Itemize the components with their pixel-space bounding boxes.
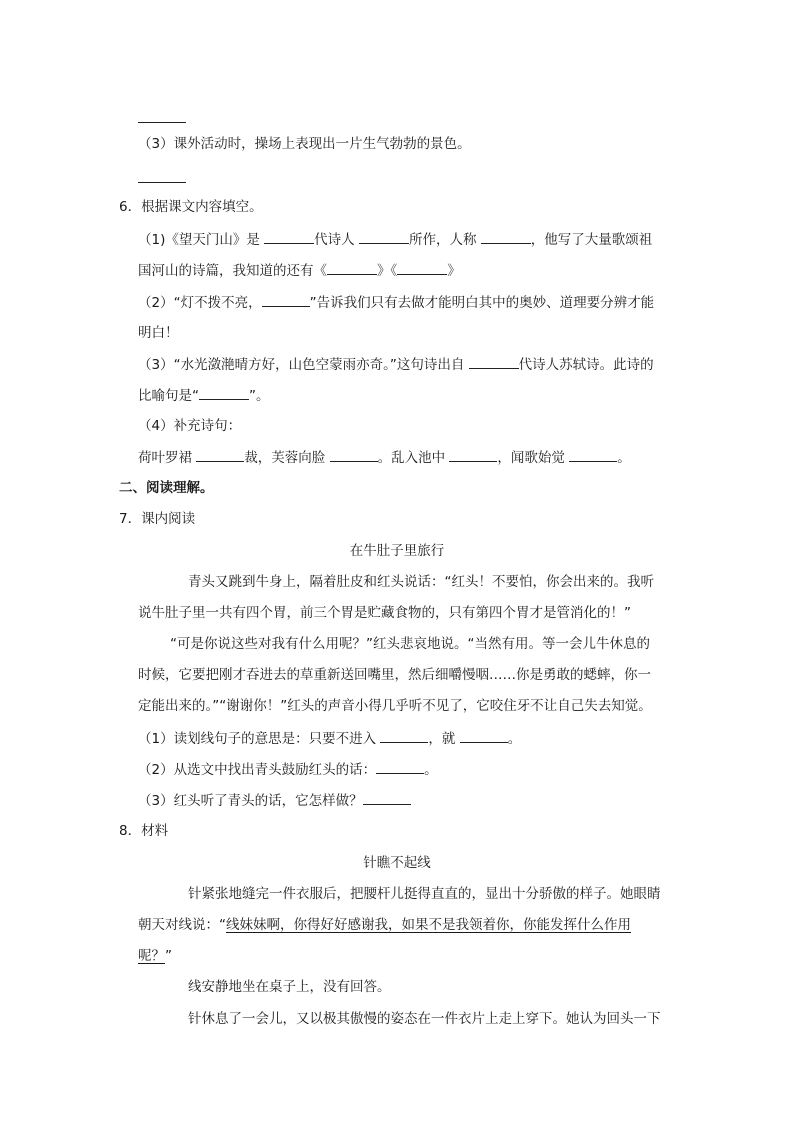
q6-item-1-line-2	[138, 260, 461, 281]
text: （1)《望天门山》是	[138, 232, 260, 248]
q8-paragraph-2: 线安静地坐在桌子上，没有回答。	[188, 979, 391, 995]
answer-blank[interactable]	[460, 728, 508, 743]
answer-blank[interactable]	[264, 229, 314, 244]
q6-item-4: （4）补充诗句：	[138, 418, 242, 434]
text: 代诗人苏轼诗。此诗的	[518, 357, 654, 373]
q6-item-2-line-1	[138, 292, 654, 313]
q6-item-2-line-2: 明白！	[138, 325, 179, 341]
section-heading: 二、阅读理解。	[119, 480, 214, 496]
text: 。乱入池中	[377, 450, 446, 466]
q7-paragraph-1-line-2: 说牛肚子里一共有四个胃，前三个胃是贮藏食物的，只有第四个胃才是管消化的！”	[138, 605, 631, 621]
text: ，就	[428, 731, 456, 747]
text: 》《	[377, 263, 398, 279]
answer-blank[interactable]	[327, 260, 377, 275]
answer-blank[interactable]	[569, 447, 617, 462]
text: 。	[617, 450, 631, 466]
q8-paragraph-3: 针休息了一会儿，又以极其傲慢的姿态在一件衣片上走上穿下。她认为回头一下	[188, 1011, 661, 1027]
q8-paragraph-1-line-1: 针紧张地缝完一件衣服后，把腰杆儿挺得直直的，显出十分骄傲的样子。她眼睛	[188, 886, 661, 902]
text: ”。	[249, 388, 270, 404]
answer-blank[interactable]	[196, 447, 244, 462]
q7-subquestion-1	[138, 728, 521, 749]
q7-subquestion-2	[138, 759, 438, 780]
text: （2）“灯不拨不亮，	[138, 295, 262, 311]
text: 。	[507, 731, 522, 747]
text: 所作，人称	[408, 232, 477, 248]
article-title: 针瞧不起线	[363, 855, 431, 871]
text: （3）红头听了青头的话，它怎样做？	[138, 793, 363, 809]
text: ”	[165, 948, 172, 964]
answer-blank[interactable]	[376, 759, 424, 774]
text: 裁，芙蓉向脸	[244, 450, 326, 466]
question-6-title: 6．根据课文内容填空。	[119, 199, 263, 215]
text: 荷叶罗裙	[138, 450, 192, 466]
q5-item-3: （3）课外活动时，操场上表现出一片生气勃勃的景色。	[138, 136, 471, 152]
underlined-sentence: 线妹妹啊，你得好好感谢我，如果不是我领着你，你能发挥什么作用	[226, 917, 631, 933]
answer-blank[interactable]	[359, 229, 409, 244]
q7-paragraph-2-line-3: 定能出来的。”“谢谢你！”红头的声音小得几乎听不见了，它咬住牙不让自己失去知觉。	[138, 698, 652, 714]
q7-paragraph-1-line-1: 青头又跳到牛身上，隔着肚皮和红头说话：“红头！不要怕，你会出来的。我听	[188, 574, 654, 590]
q6-item-1-line-1	[138, 229, 652, 250]
answer-blank-line[interactable]	[138, 108, 186, 129]
text: 。	[424, 762, 438, 778]
q8-paragraph-1-line-2	[138, 915, 631, 935]
text: （1）读划线句子的意思是：只要不进入	[138, 731, 377, 747]
q7-paragraph-2-line-2: 时候，它要把刚才吞进去的草重新送回嘴里，然后细嚼慢咽……你是勇敢的蟋蟀，你一	[138, 667, 651, 683]
text: （2）从选文中找出青头鼓励红头的话：	[138, 762, 377, 778]
text: ，闻歌始觉	[497, 450, 565, 466]
question-7-title: 7．课内阅读	[119, 511, 196, 527]
text: 国河山的诗篇，我知道的还有《	[138, 263, 327, 279]
text: （3）“水光潋滟晴方好，山色空蒙雨亦奇。”这句诗出自	[138, 357, 465, 373]
answer-blank[interactable]	[363, 790, 411, 805]
q6-item-3-line-1	[138, 354, 654, 375]
q6-item-3-line-2	[138, 385, 270, 406]
answer-blank[interactable]	[469, 354, 519, 369]
question-8-title: 8．材料	[119, 823, 169, 839]
answer-blank[interactable]	[449, 447, 497, 462]
q6-item-4-poem	[138, 447, 631, 468]
answer-blank[interactable]	[397, 260, 447, 275]
answer-blank-line[interactable]	[138, 168, 186, 189]
answer-blank[interactable]	[199, 385, 249, 400]
answer-blank[interactable]	[330, 447, 378, 462]
text: ，他写了大量歌颂祖	[530, 232, 653, 248]
q8-paragraph-1-line-3	[138, 946, 172, 966]
text: 》	[447, 263, 461, 279]
q7-subquestion-3	[138, 790, 411, 811]
answer-blank[interactable]	[481, 229, 531, 244]
article-title: 在牛肚子里旅行	[349, 543, 445, 559]
text: 代诗人	[314, 232, 355, 248]
text: ”告诉我们只有去做才能明白其中的奥妙、道理要分辨才能	[309, 295, 655, 311]
text: 比喻句是“	[138, 388, 199, 404]
underlined-sentence: 呢？	[138, 948, 165, 964]
q7-paragraph-2-line-1: “可是你说这些对我有什么用呢？”红头悲哀地说。“当然有用。等一会儿牛休息的	[170, 636, 650, 652]
answer-blank[interactable]	[262, 292, 310, 307]
text: 朝天对线说：“	[138, 917, 226, 933]
answer-blank[interactable]	[380, 728, 428, 743]
